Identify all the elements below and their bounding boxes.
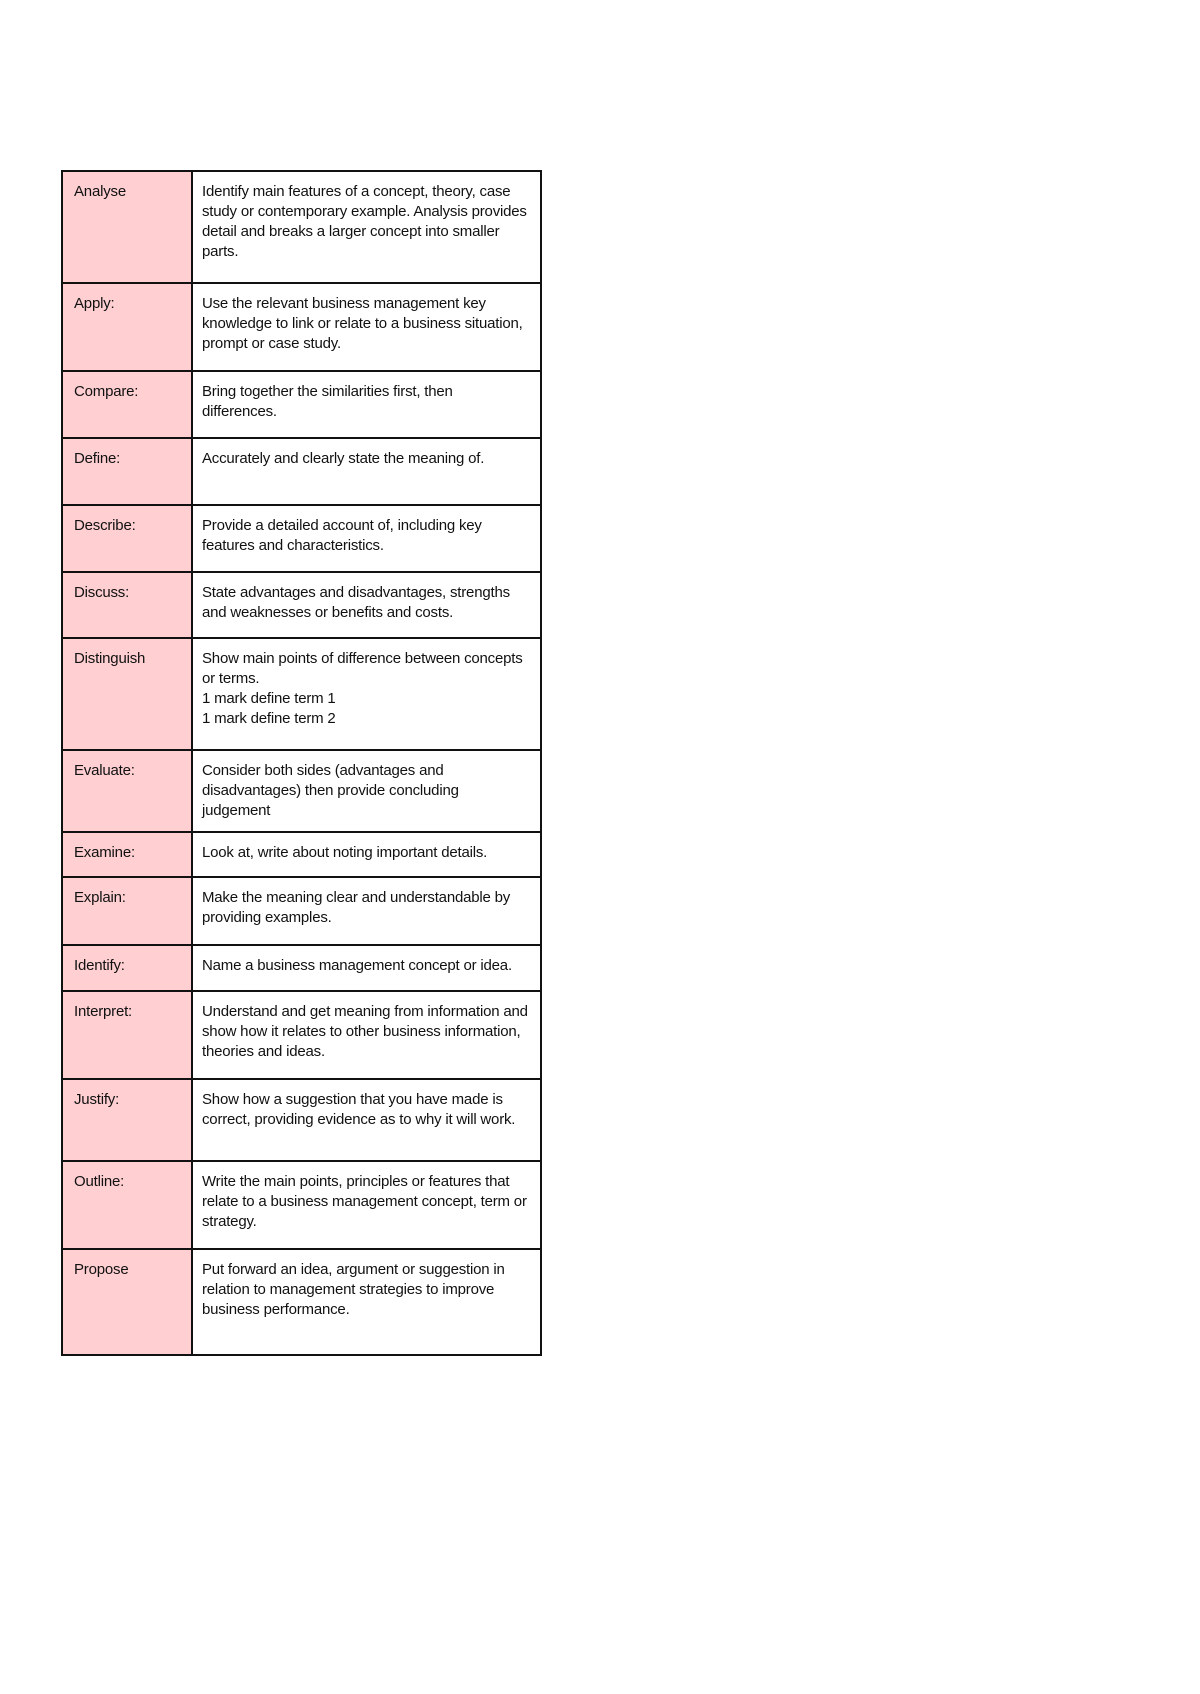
definition-cell: Understand and get meaning from information and show how it relates to other business information, theories and ideas.	[192, 991, 541, 1079]
table-row	[62, 750, 541, 832]
table-row	[62, 877, 541, 945]
term-cell: Outline:	[62, 1161, 192, 1249]
table-row	[62, 505, 541, 572]
term-cell: Discuss:	[62, 572, 192, 638]
definition-cell: State advantages and disadvantages, strengths and weaknesses or benefits and costs.	[192, 572, 541, 638]
table-row	[62, 371, 541, 438]
definition-cell: Provide a detailed account of, including key features and characteristics.	[192, 505, 541, 572]
definition-cell: Accurately and clearly state the meaning of.	[192, 438, 541, 505]
table-row	[62, 945, 541, 991]
definition-cell: Put forward an idea, argument or suggestion in relation to management strategies to improve business performance.	[192, 1249, 541, 1355]
definition-cell: Consider both sides (advantages and disadvantages) then provide concluding judgement	[192, 750, 541, 832]
definition-cell: Bring together the similarities first, then differences.	[192, 371, 541, 438]
table-row	[62, 638, 541, 750]
definition-cell: Look at, write about noting important details.	[192, 832, 541, 877]
term-cell: Distinguish	[62, 638, 192, 750]
term-cell: Evaluate:	[62, 750, 192, 832]
definition-cell: Show how a suggestion that you have made is correct, providing evidence as to why it will work.	[192, 1079, 541, 1161]
command-terms-table	[61, 170, 542, 1356]
definition-cell: Identify main features of a concept, theory, case study or contemporary example. Analysis provides detail and breaks a larger concept into smaller parts.	[192, 171, 541, 283]
term-cell: Justify:	[62, 1079, 192, 1161]
term-cell: Explain:	[62, 877, 192, 945]
term-cell: Compare:	[62, 371, 192, 438]
table-row	[62, 832, 541, 877]
table-row	[62, 1161, 541, 1249]
definition-cell: Show main points of difference between concepts or terms. 1 mark define term 1 1 mark define term 2	[192, 638, 541, 750]
term-cell: Propose	[62, 1249, 192, 1355]
term-cell: Interpret:	[62, 991, 192, 1079]
term-cell: Identify:	[62, 945, 192, 991]
table-row	[62, 1249, 541, 1355]
definition-cell: Make the meaning clear and understandable by providing examples.	[192, 877, 541, 945]
term-cell: Examine:	[62, 832, 192, 877]
definition-cell: Name a business management concept or idea.	[192, 945, 541, 991]
term-cell: Apply:	[62, 283, 192, 371]
table-row	[62, 1079, 541, 1161]
table-row	[62, 991, 541, 1079]
definition-cell: Use the relevant business management key knowledge to link or relate to a business situation, prompt or case study.	[192, 283, 541, 371]
term-cell: Define:	[62, 438, 192, 505]
definition-cell: Write the main points, principles or features that relate to a business management concept, term or strategy.	[192, 1161, 541, 1249]
table-row	[62, 572, 541, 638]
term-cell: Analyse	[62, 171, 192, 283]
table-row	[62, 283, 541, 371]
term-cell: Describe:	[62, 505, 192, 572]
table-row	[62, 438, 541, 505]
table-row	[62, 171, 541, 283]
